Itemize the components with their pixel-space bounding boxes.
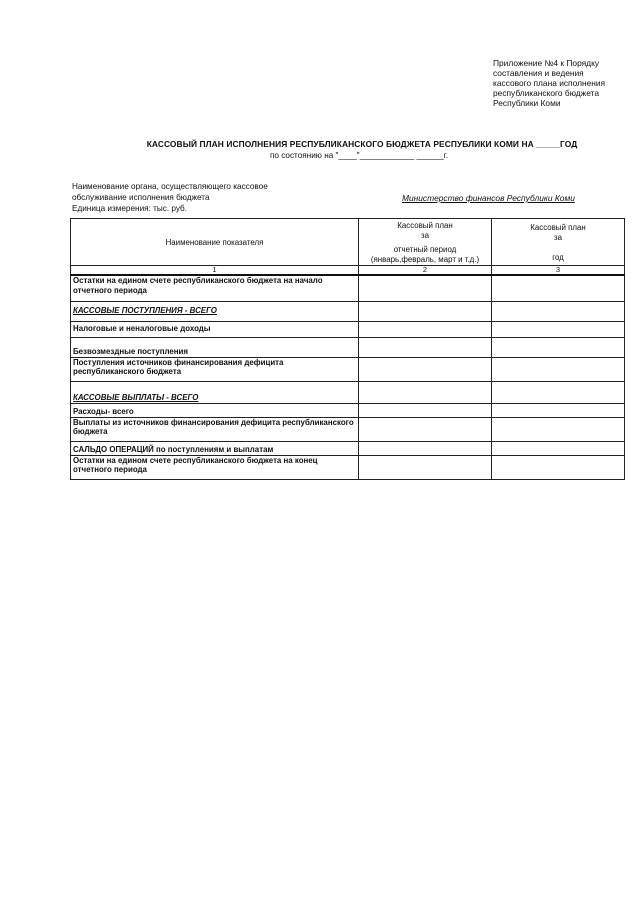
header-year-line: за: [553, 233, 562, 242]
plan-period-cell[interactable]: [359, 321, 492, 337]
header-year-line: Кассовый план: [530, 223, 586, 232]
appendix-line: Приложение №4 к Порядку: [493, 58, 600, 68]
plan-period-cell[interactable]: [359, 357, 492, 381]
plan-year-cell[interactable]: [492, 301, 625, 321]
row-label: Остатки на едином счете республиканского бюджета на начало отчетного периода: [71, 275, 359, 301]
row-label: САЛЬДО ОПЕРАЦИЙ по поступлениям и выплатам: [71, 441, 359, 455]
plan-period-cell[interactable]: [359, 441, 492, 455]
row-label: Выплаты из источников финансирования дефицита республиканского бюджета: [71, 417, 359, 441]
plan-period-cell[interactable]: [359, 455, 492, 479]
row-label: Остатки на едином счете республиканского бюджета на конец отчетного периода: [71, 455, 359, 479]
row-label: Поступления источников финансирования дефицита республиканского бюджета: [71, 357, 359, 381]
cash-plan-table: [70, 218, 625, 480]
plan-period-cell[interactable]: [359, 301, 492, 321]
plan-year-cell[interactable]: [492, 403, 625, 417]
column-number: 2: [359, 266, 492, 276]
plan-year-cell[interactable]: [492, 455, 625, 479]
plan-year-cell[interactable]: [492, 337, 625, 357]
document-date-line: по состоянию на "____"____________ ______г.: [269, 151, 449, 160]
appendix-note: [493, 58, 623, 108]
document-title: КАССОВЫЙ ПЛАН ИСПОЛНЕНИЯ РЕСПУБЛИКАНСКОГО БЮДЖЕТА РЕСПУБЛИКИ КОМИ НА _____ГОД: [146, 139, 578, 149]
column-number: 1: [71, 266, 359, 276]
plan-period-cell[interactable]: [359, 403, 492, 417]
plan-year-cell[interactable]: [492, 321, 625, 337]
header-period-line: (январь,февраль, март и т.д.): [370, 255, 480, 264]
header-indicator-name: [71, 219, 359, 266]
plan-year-cell[interactable]: [492, 441, 625, 455]
appendix-line: Республики Коми: [493, 98, 561, 108]
row-label: Расходы- всего: [71, 403, 359, 417]
plan-period-cell[interactable]: [359, 381, 492, 403]
row-label: КАССОВЫЕ ПОСТУПЛЕНИЯ - ВСЕГО: [71, 301, 359, 321]
plan-year-cell[interactable]: [492, 357, 625, 381]
unit-label: Единица измерения: тыс. руб.: [72, 204, 188, 213]
plan-year-cell[interactable]: [492, 275, 625, 301]
header-indicator-name-text: Наименование показателя: [165, 237, 264, 247]
appendix-line: кассового плана исполнения: [493, 78, 606, 88]
header-period-line: за: [420, 231, 429, 240]
org-value: Министерство финансов Республики Коми: [402, 193, 575, 203]
row-label: Налоговые и неналоговые доходы: [71, 321, 359, 337]
appendix-line: составления и ведения: [493, 68, 584, 78]
header-period-line: Кассовый план: [397, 221, 453, 230]
plan-period-cell[interactable]: [359, 275, 492, 301]
row-label: Безвозмездные поступления: [71, 337, 359, 357]
column-number: 3: [492, 266, 625, 276]
org-label-line2: обслуживание исполнения бюджета: [72, 193, 210, 202]
plan-year-cell[interactable]: [492, 381, 625, 403]
header-year-line: год: [552, 253, 564, 262]
plan-period-cell[interactable]: [359, 337, 492, 357]
header-year-plan: [492, 219, 625, 266]
org-label-line1: Наименование органа, осуществляющего кассовое: [72, 182, 268, 191]
header-period-plan: [359, 219, 492, 266]
plan-period-cell[interactable]: [359, 417, 492, 441]
header-period-line: отчетный период: [393, 245, 457, 254]
row-label: КАССОВЫЕ ВЫПЛАТЫ - ВСЕГО: [71, 381, 359, 403]
plan-year-cell[interactable]: [492, 417, 625, 441]
appendix-line: республиканского бюджета: [493, 88, 600, 98]
